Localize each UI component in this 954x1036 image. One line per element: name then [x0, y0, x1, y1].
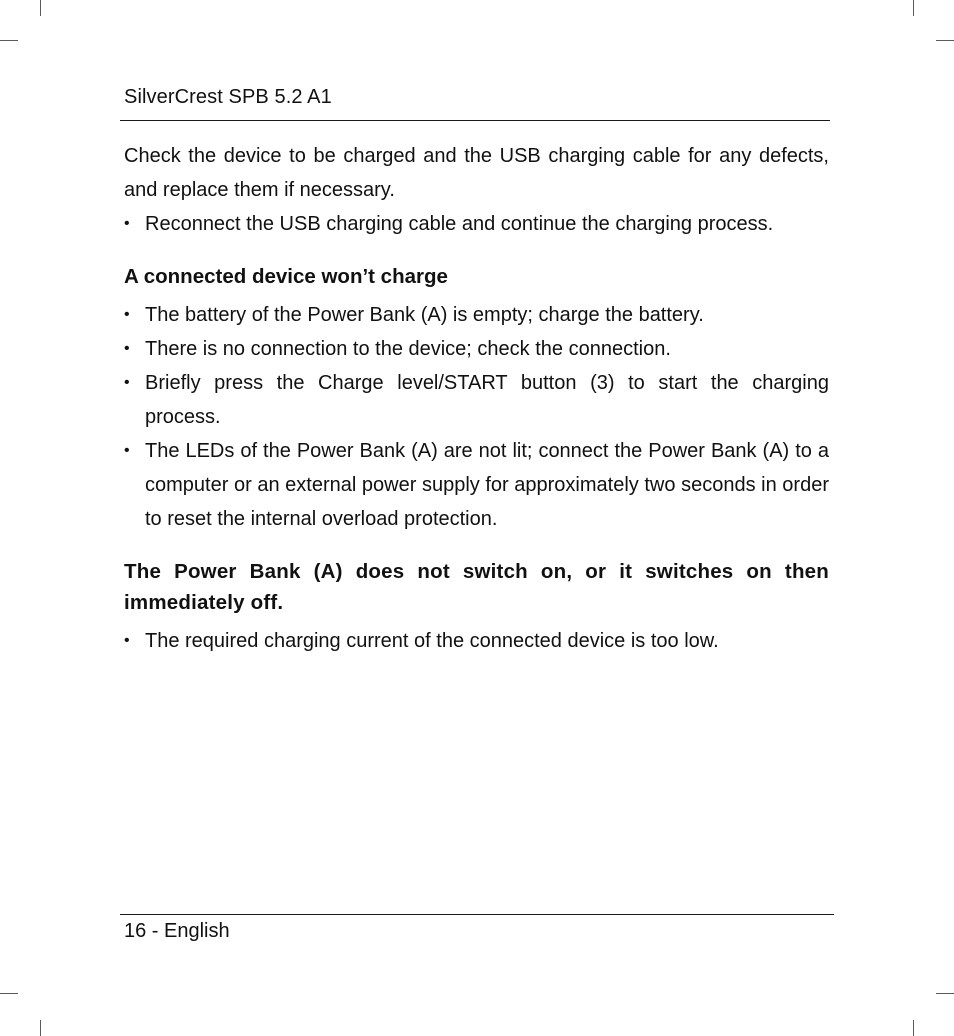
list-item	[124, 332, 829, 366]
list-item	[124, 434, 829, 536]
no-charge-bullet-list	[124, 298, 829, 536]
intro-paragraph: Check the device to be charged and the USB charging cable for any defects, and replace them if necessary.	[124, 145, 829, 201]
list-item-text: There is no connection to the device; check the connection.	[145, 338, 671, 360]
section-heading-no-power-on: The Power Bank (A) does not switch on, or it switches on then immediately off.	[124, 560, 829, 614]
bullet-icon: •	[124, 374, 130, 391]
list-item	[124, 366, 829, 434]
page-content	[124, 139, 829, 658]
list-item	[124, 207, 829, 241]
crop-mark-bottom-right	[913, 1020, 914, 1036]
list-item	[124, 298, 829, 332]
crop-mark-top-left	[40, 0, 41, 16]
crop-mark-top-right	[913, 0, 914, 16]
page-footer: 16 - English	[124, 920, 230, 942]
intro-bullet-list	[124, 207, 829, 241]
bullet-icon: •	[124, 215, 130, 232]
crop-mark-bottom-left-h	[0, 993, 18, 994]
list-item-text: The LEDs of the Power Bank (A) are not lit; connect the Power Bank (A) to a computer or an external power supply for approximately two seconds in order to reset the internal overload protection.	[145, 440, 829, 530]
list-item-text: Briefly press the Charge level/START button (3) to start the charging process.	[145, 372, 829, 428]
list-item-text: Reconnect the USB charging cable and continue the charging process.	[145, 213, 774, 235]
bullet-icon: •	[124, 442, 130, 459]
list-item-text: The required charging current of the connected device is too low.	[145, 630, 719, 652]
bullet-icon: •	[124, 306, 130, 323]
page-header-title: SilverCrest SPB 5.2 A1	[124, 86, 332, 108]
header-rule	[120, 120, 830, 121]
footer-rule	[120, 914, 834, 915]
list-item-text: The battery of the Power Bank (A) is empty; charge the battery.	[145, 304, 704, 326]
bullet-icon: •	[124, 340, 130, 357]
no-power-on-bullet-list	[124, 624, 829, 658]
crop-mark-bottom-right-h	[936, 993, 954, 994]
crop-mark-top-left-h	[0, 40, 18, 41]
list-item	[124, 624, 829, 658]
crop-mark-bottom-left	[40, 1020, 41, 1036]
bullet-icon: •	[124, 632, 130, 649]
crop-mark-top-right-h	[936, 40, 954, 41]
section-heading-no-charge: A connected device won’t charge	[124, 265, 448, 288]
